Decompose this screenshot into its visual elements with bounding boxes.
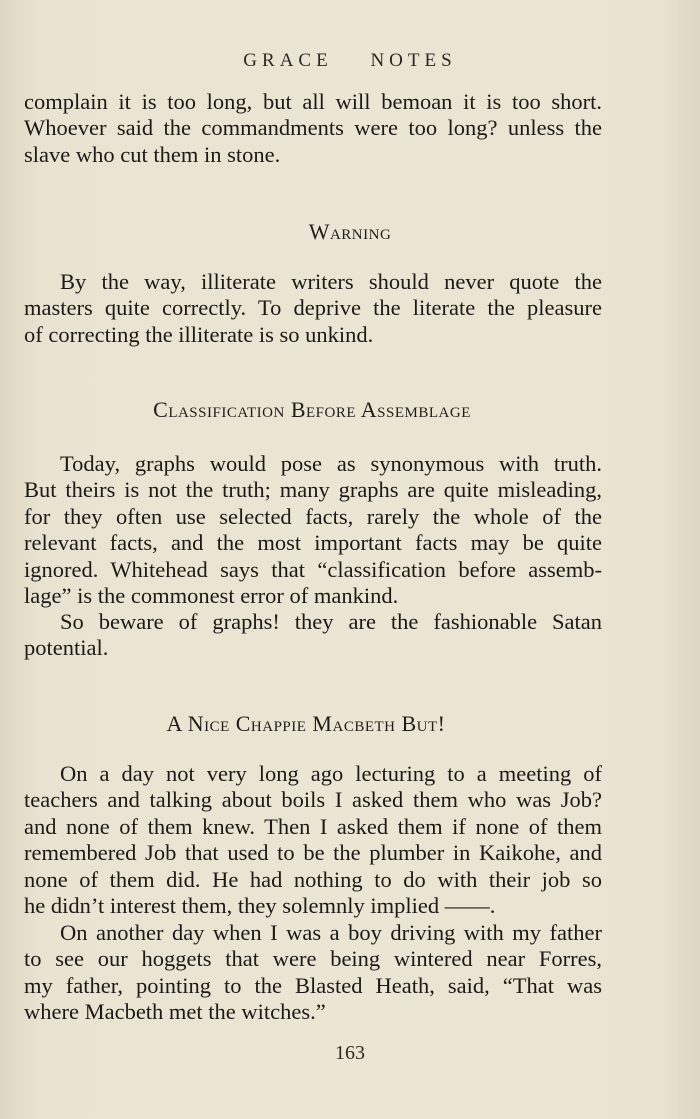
text-line: But theirs is not the truth; many graphs are quite misleading, bbox=[24, 477, 602, 503]
text-line: none of them did. He had nothing to do with their job so bbox=[24, 866, 602, 892]
classification-paragraph-2 bbox=[24, 609, 602, 662]
section-heading-warning: Warning bbox=[308, 219, 392, 244]
opening-paragraph bbox=[24, 89, 602, 168]
text-line: On another day when I was a boy driving with my father bbox=[60, 920, 602, 945]
running-head-left: GRACE bbox=[243, 50, 333, 71]
text-line: he didn’t interest them, they solemnly implied ——. bbox=[24, 892, 496, 918]
text-line: teachers and talking about boils I asked them who was Job? bbox=[24, 787, 602, 813]
text-line: complain it is too long, but all will bemoan it is too short. bbox=[24, 89, 602, 114]
section-heading-macbeth: A Nice Chappie Macbeth But! bbox=[166, 711, 446, 736]
text-line: So beware of graphs! they are the fashionable Satan bbox=[60, 609, 602, 634]
running-head bbox=[0, 50, 700, 72]
section-heading-classification: Classification Before Assemblage bbox=[153, 397, 471, 422]
warning-paragraph bbox=[24, 269, 602, 348]
text-line: to see our hoggets that were being wintered near Forres, bbox=[24, 946, 602, 972]
text-line: slave who cut them in stone. bbox=[24, 141, 281, 167]
text-line: On a day not very long ago lecturing to a meeting of bbox=[60, 761, 602, 786]
text-line: Today, graphs would pose as synonymous with truth. bbox=[60, 451, 602, 476]
text-line: potential. bbox=[24, 635, 109, 661]
text-line: where Macbeth met the witches.” bbox=[24, 999, 326, 1025]
classification-paragraph-1 bbox=[24, 451, 602, 609]
text-line: By the way, illiterate writers should never quote the bbox=[60, 269, 602, 294]
page-number: 163 bbox=[335, 1042, 365, 1064]
text-line: ignored. Whitehead says that “classification before assemb- bbox=[24, 556, 602, 582]
text-line: relevant facts, and the most important facts may be quite bbox=[24, 530, 602, 556]
running-head-right: NOTES bbox=[370, 50, 457, 71]
text-line: remembered Job that used to be the plumber in Kaikohe, and bbox=[24, 840, 602, 866]
text-line: of correcting the illiterate is so unkind. bbox=[24, 321, 374, 347]
text-line: for they often use selected facts, rarely the whole of the bbox=[24, 503, 602, 529]
text-line: Whoever said the commandments were too long? unless the bbox=[24, 115, 602, 141]
text-line: masters quite correctly. To deprive the literate the pleasure bbox=[24, 295, 602, 321]
macbeth-paragraph-2 bbox=[24, 920, 602, 1026]
text-line: lage” is the commonest error of mankind. bbox=[24, 582, 399, 608]
text-line: my father, pointing to the Blasted Heath, said, “That was bbox=[24, 972, 602, 998]
text-line: and none of them knew. Then I asked them if none of them bbox=[24, 813, 602, 839]
macbeth-paragraph-1 bbox=[24, 761, 602, 919]
